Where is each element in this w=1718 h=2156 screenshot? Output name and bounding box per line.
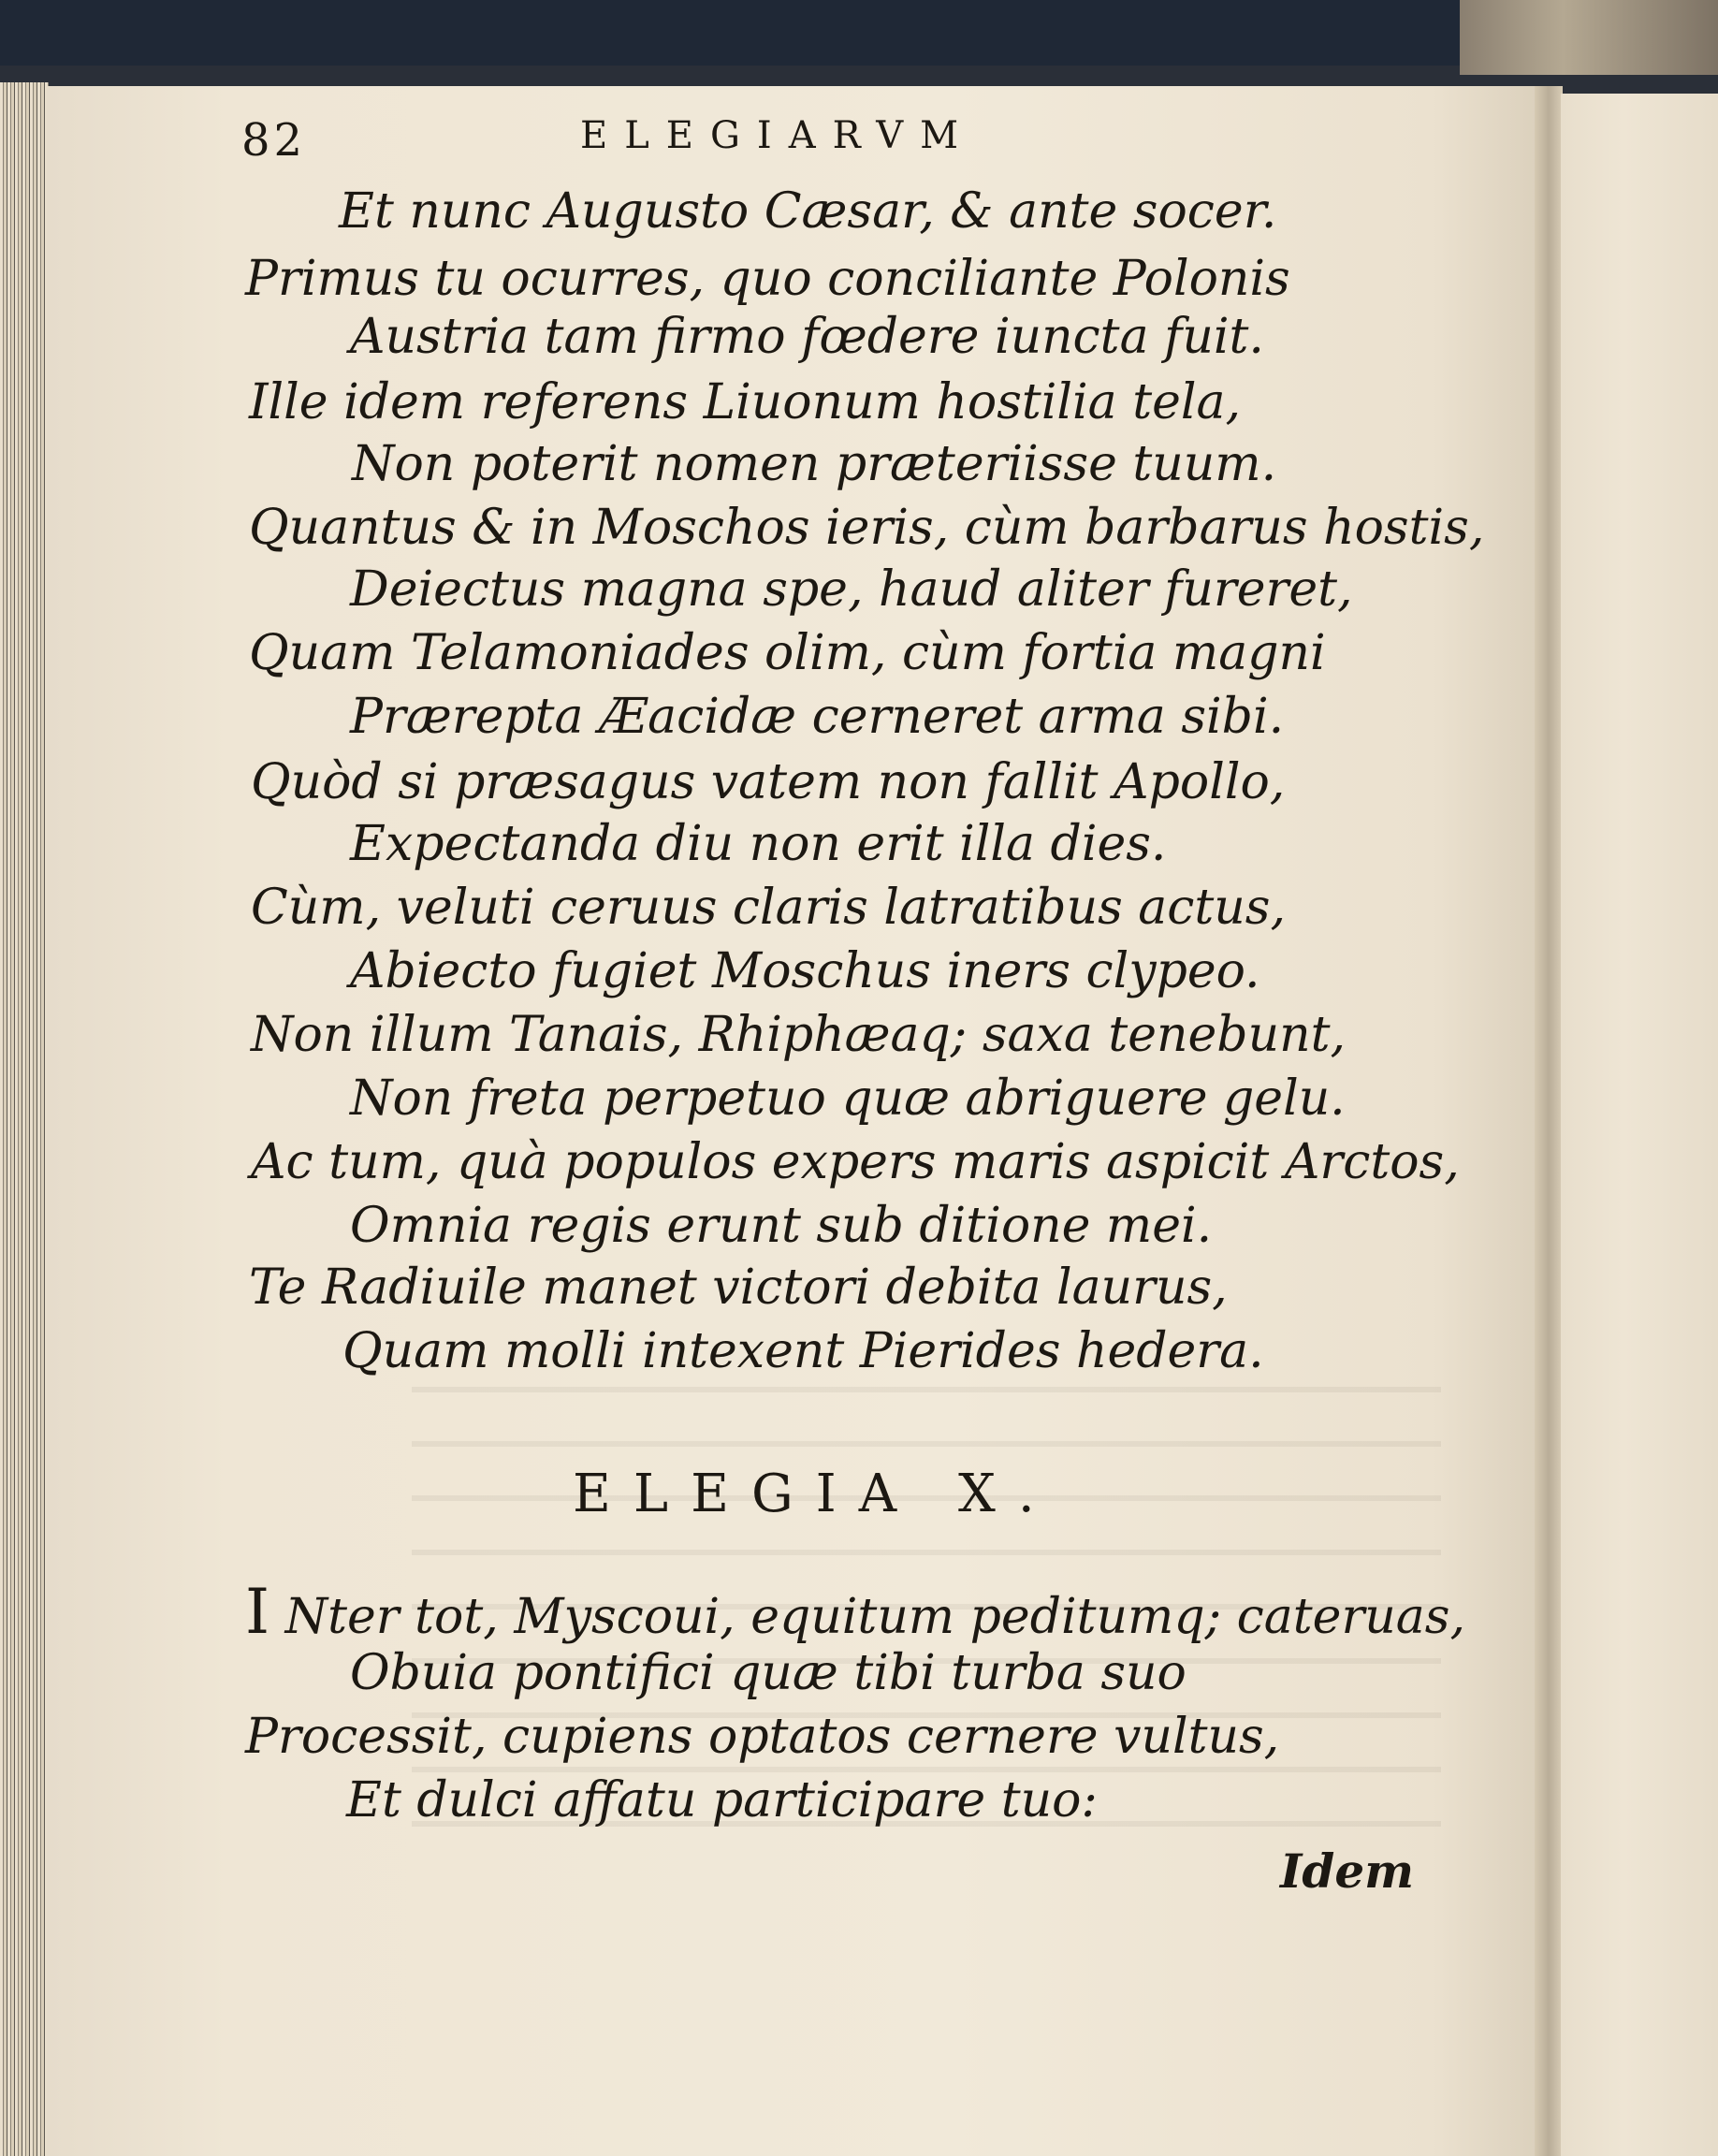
verse-line: Quantus & in Moschos ieris, cùm barbarus hostis, xyxy=(249,500,1485,556)
verse-line: Ille idem referens Liuonum hostilia tela, xyxy=(249,374,1242,430)
verse-line: Prærepta Æacidæ cerneret arma sibi. xyxy=(350,689,1285,745)
verse-line: Ac tum, quà populos expers maris aspicit Arctos, xyxy=(251,1134,1460,1190)
drop-cap: I xyxy=(245,1576,270,1648)
verse-line: Expectanda diu non erit illa dies. xyxy=(350,816,1167,872)
verse-line: Non freta perpetuo quæ abriguere gelu. xyxy=(350,1071,1346,1127)
verse-line xyxy=(245,1576,1466,1648)
verse-line: Austria tam firmo fœdere iuncta fuit. xyxy=(350,309,1264,365)
verse-line: Non poterit nomen præteriisse tuum. xyxy=(352,436,1277,492)
verse-line: Quam molli intexent Pierides hedera. xyxy=(342,1323,1264,1379)
verse-text: Nter tot, Myscoui, equitum peditumq; cateruas, xyxy=(269,1589,1466,1645)
verse-line: Omnia regis erunt sub ditione mei. xyxy=(350,1198,1213,1254)
verse-line: Primus tu ocurres, quo conciliante Polonis xyxy=(245,251,1290,307)
verse-line: Obuia pontifici quæ tibi turba suo xyxy=(350,1645,1187,1701)
verse-line: Cùm, veluti ceruus claris latratibus actus, xyxy=(251,880,1287,936)
catchword: Idem xyxy=(1280,1843,1415,1899)
verse-line: Deiectus magna spe, haud aliter fureret, xyxy=(350,561,1353,618)
verse-line: Non illum Tanais, Rhiphæaq; saxa tenebunt, xyxy=(251,1007,1346,1063)
verse-line: Abiecto fugiet Moschus iners clypeo. xyxy=(350,943,1260,999)
verse-line: Quòd si præsagus vatem non fallit Apollo, xyxy=(251,754,1286,810)
verse-line: Te Radiuile manet victori debita laurus, xyxy=(249,1260,1228,1316)
page-number: 82 xyxy=(241,114,307,167)
verse-line: Et dulci affatu participare tuo: xyxy=(346,1772,1098,1828)
verse-line: Quam Telamoniades olim, cùm fortia magni xyxy=(249,625,1326,681)
running-title: ELEGIARVM xyxy=(580,114,976,157)
verse-line: Et nunc Augusto Cæsar, & ante socer. xyxy=(339,183,1277,240)
verse-line: Processit, cupiens optatos cernere vultus, xyxy=(245,1709,1280,1765)
section-heading: ELEGIA X. xyxy=(573,1464,1057,1524)
